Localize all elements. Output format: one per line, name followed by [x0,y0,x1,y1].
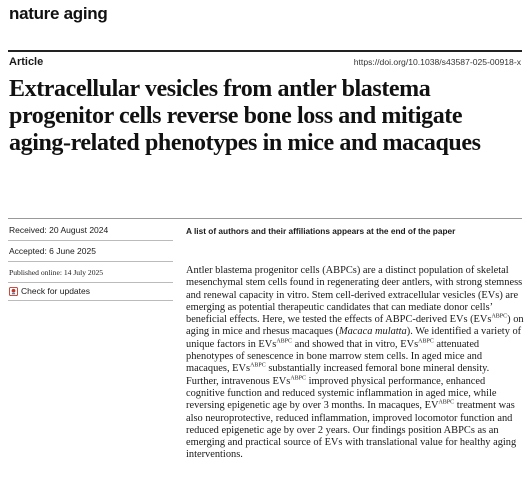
abstract-text: ) on aging in mice and rhesus macaques ( [186,314,524,338]
authors-note: A list of authors and their affiliations appears at the end of the paper [186,226,456,236]
species-name: Macaca mulatta [338,326,407,338]
meta-divider [8,282,173,283]
abpc-superscript: ABPC [276,338,293,345]
article-title: Extracellular vesicles from antler blastema progenitor cells reverse bone loss and mitigate aging-related phenotypes in mice and macaques [9,76,481,156]
check-for-updates-icon [9,287,18,296]
abstract-text: substantially increased femoral bone mineral density. Further, intravenous EVs [186,363,490,387]
abstract-text: ). We identified a variety of unique factors in EVs [186,326,522,350]
journal-logo: nature aging [9,4,108,23]
abpc-superscript: ABPC [491,313,508,320]
article-type-label: Article [9,56,44,68]
check-for-updates-button[interactable] [9,286,90,296]
abpc-superscript: ABPC [290,375,307,382]
doi-link[interactable]: https://doi.org/10.1038/s43587-025-00918-x [353,57,521,67]
abstract-text: treatment was also neuroprotective, reduced inflammation, improved locomotor function and reduced epigenetic age by over 2 years. Our findings position ABPCs as an emerging and practical source of EVs with translational value for healthy aging interventions. [186,400,517,461]
abstract-text: improved physical performance, enhanced cognitive function and reduced systemic inflammation in aged mice, while reversing epigenetic age by over 3 months. In macaques, EV [186,375,497,412]
title-divider [8,218,522,219]
abstract-text: Antler blastema progenitor cells (ABPCs) are a distinct population of skeletal mesenchymal stem cells found in regenerating deer antlers, with strong stemness and renewal capacity in vitro. Stem cell-derived extracellular vesicles (EVs) are emerging as potential therapeutic candidates that can mediate donor cells’ beneficial effects. Here, we tested the effects of ABPC-derived EVs (EVs [186,265,523,326]
header-rule [8,50,522,52]
meta-divider [8,240,173,241]
accepted-date: Accepted: 6 June 2025 [9,246,96,256]
abstract [186,265,524,462]
meta-divider [8,300,173,301]
check-for-updates-label: Check for updates [21,286,90,296]
published-date: Published online: 14 July 2025 [9,268,104,277]
abpc-superscript: ABPC [438,399,455,406]
received-date: Received: 20 August 2024 [9,225,109,235]
abpc-superscript: ABPC [418,338,434,345]
meta-divider [8,261,173,262]
abstract-text: and showed that in vitro, EVs [292,338,419,350]
abstract-text: attenuated phenotypes of senescence in bone marrow stem cells. In aged mice and macaques, EVs [186,338,483,375]
abpc-superscript: ABPC [250,362,266,369]
